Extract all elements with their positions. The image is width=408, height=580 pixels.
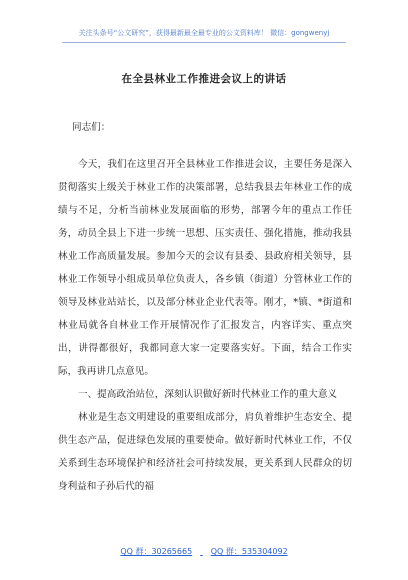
paragraph-opening: 今天，我们在这里召开全县林业工作推进会议，主要任务是深入贯彻落实上级关于林业工作的决策部署，总结我县去年林业工作的成绩与不足，分析当前林业发展面临的形势，部署今年的重点工作任务，动员全县上下进一步统一思想、压实责任、强化措施，推动我县林业工作高质量发展。参加今天的会议有县委、县政府相关领导，县林业工作领导小组成员单位负责人，各乡镇（街道）分管林业工作的领导及林业站站长，以及部分林业企业代表等。刚才，*镇、*街道和林业局就各自林业工作开展情况作了汇报发言，内容详实、重点突出，讲得都很好，我都同意大家一定要落实好。下面，结合工作实际，我再讲几点意见。 [58,159,352,377]
header-divider [62,42,346,43]
section-heading-1: 一、提高政治站位，深刻认识做好新时代林业工作的重大意义 [78,389,338,400]
document-title: 在全县林业工作推进会议上的讲话 [121,73,287,85]
footer-contacts [0,546,408,557]
salutation: 同志们： [72,122,111,133]
paragraph-section-1: 林业是生态文明建设的重要组成部分，肩负着维护生态安全、提供生态产品，促进绿色发展的重要使命。做好新时代林业工作，不仅关系到生态环境保护和经济社会可持续发展，更关系到人民群众的切身利益和子孙后代的福 [58,412,352,492]
document-body [58,116,352,498]
qq-group-link-2[interactable]: QQ 群：535304092 [210,547,288,556]
qq-group-link-1[interactable]: QQ 群：30265665 [120,547,193,556]
header-notice: 关注头条号“公文研究”，获得最新最全最专业的公文资料库！ 微信：gongwenyj [78,29,330,37]
